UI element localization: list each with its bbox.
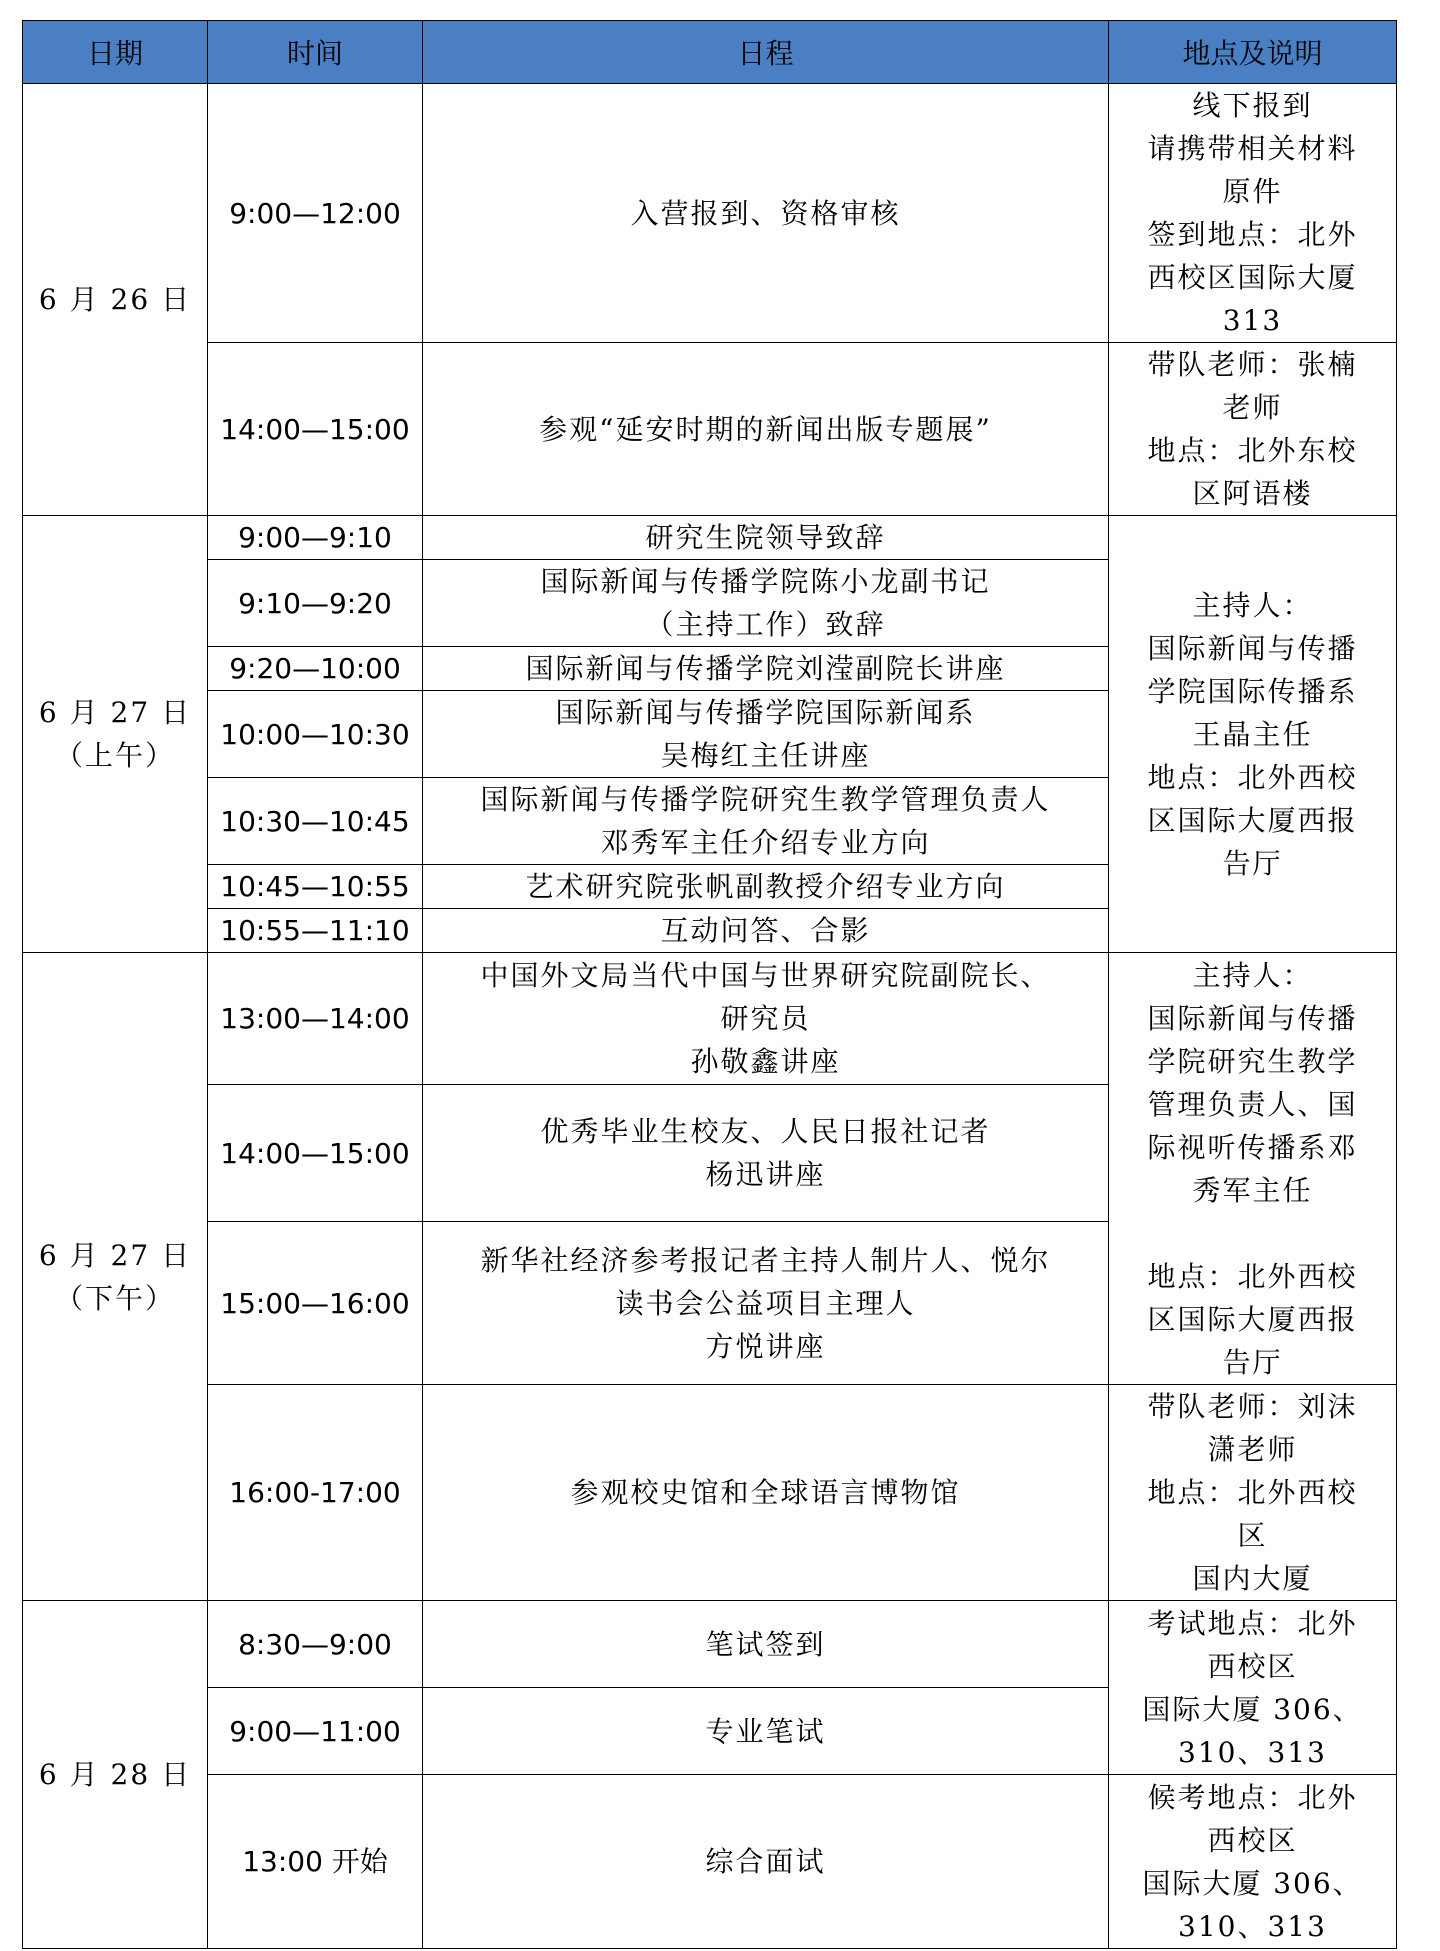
date-line: 6 月 27 日 (38, 696, 192, 729)
schedule-line: 读书会公益项目主理人 (615, 1286, 916, 1320)
location-line: 带队老师：刘沫 (1147, 1390, 1358, 1423)
date-line: （下午） (54, 1281, 175, 1315)
location-line: 学院国际传播系 (1147, 674, 1358, 708)
location-line: 国际新闻与传播 (1147, 631, 1358, 665)
location-line: 地点：北外西校 (1147, 760, 1358, 794)
schedule-line: 国际新闻与传播学院陈小龙副书记 (540, 565, 991, 598)
time-cell: 10:55—11:10 (208, 909, 423, 953)
schedule-cell (423, 1085, 1109, 1222)
time-cell: 8:30—9:00 (208, 1601, 423, 1688)
location-line: 带队老师：张楠 (1147, 348, 1358, 381)
location-line: 区国际大厦西报 (1147, 803, 1358, 837)
date-line: （上午） (54, 739, 175, 772)
schedule-cell (423, 778, 1109, 865)
table-row (23, 84, 1397, 343)
location-line: 管理负责人、国 (1147, 1087, 1358, 1121)
schedule-line: 国际新闻与传播学院刘滢副院长讲座 (525, 652, 1006, 685)
time-cell: 9:00—9:10 (208, 516, 423, 560)
location-line: 际视听传播系邓 (1147, 1130, 1358, 1164)
schedule-cell (423, 1385, 1109, 1601)
schedule-line: 入营报到、资格审核 (630, 196, 901, 230)
schedule-cell (423, 691, 1109, 778)
time-cell: 13:00 开始 (208, 1775, 423, 1949)
schedule-line: 参观校史馆和全球语言博物馆 (570, 1476, 961, 1509)
location-line: 区阿语楼 (1192, 477, 1313, 510)
schedule-line: 优秀毕业生校友、人民日报社记者 (540, 1115, 991, 1148)
location-cell (1109, 1385, 1397, 1601)
date-line: 6 月 27 日 (38, 1238, 192, 1272)
schedule-line: 研究生院领导致辞 (645, 521, 886, 554)
table-row (23, 1775, 1397, 1949)
schedule-cell (423, 953, 1109, 1085)
schedule-cell (423, 1688, 1109, 1775)
location-line: 告厅 (1222, 846, 1283, 880)
location-line: 国际大厦 306、 (1142, 1692, 1363, 1726)
location-line: 国际新闻与传播 (1147, 1001, 1358, 1035)
date-cell (23, 953, 208, 1601)
time-cell: 14:00—15:00 (208, 343, 423, 516)
schedule-line: 孙敬鑫讲座 (690, 1045, 841, 1078)
location-line: 告厅 (1222, 1345, 1283, 1379)
schedule-line: 研究员 (720, 1002, 811, 1035)
location-line: 签到地点：北外 (1147, 218, 1358, 251)
location-line: 老师 (1222, 391, 1283, 424)
schedule-line: 新华社经济参考报记者主持人制片人、悦尔 (480, 1243, 1051, 1277)
schedule-cell (423, 343, 1109, 516)
time-cell: 9:00—11:00 (208, 1688, 423, 1775)
location-line: 西校区 (1207, 1823, 1298, 1857)
schedule-cell (423, 1222, 1109, 1385)
schedule-cell (423, 865, 1109, 909)
location-line: 线下报到 (1192, 89, 1313, 122)
location-line: 秀军主任 (1192, 1173, 1313, 1207)
date-line: 6 月 26 日 (38, 283, 192, 316)
schedule-line: 艺术研究院张帆副教授介绍专业方向 (525, 870, 1006, 903)
location-line: 地点：北外西校 (1147, 1259, 1358, 1293)
schedule-cell (423, 560, 1109, 647)
location-line: 请携带相关材料 (1147, 132, 1358, 165)
location-line: 地点：北外西校 (1147, 1476, 1358, 1509)
time-cell: 16:00-17:00 (208, 1385, 423, 1601)
time-cell: 15:00—16:00 (208, 1222, 423, 1385)
table-row (23, 516, 1397, 560)
date-cell (23, 1601, 208, 1949)
schedule-line: 邓秀军主任介绍专业方向 (600, 826, 931, 859)
time-cell: 10:30—10:45 (208, 778, 423, 865)
location-line: 王晶主任 (1192, 717, 1313, 751)
location-line: 候考地点：北外 (1147, 1780, 1358, 1814)
table-row (23, 1385, 1397, 1601)
location-line: 主持人： (1192, 958, 1313, 992)
schedule-cell (423, 647, 1109, 691)
time-cell: 14:00—15:00 (208, 1085, 423, 1222)
schedule-cell (423, 909, 1109, 953)
location-line: 310、313 (1178, 1909, 1327, 1943)
location-cell (1109, 953, 1397, 1385)
time-cell: 13:00—14:00 (208, 953, 423, 1085)
location-line: 313 (1222, 304, 1283, 337)
schedule-cell (423, 1601, 1109, 1688)
location-line: 学院研究生教学 (1147, 1044, 1358, 1078)
location-line: 西校区国际大厦 (1147, 261, 1358, 294)
time-cell: 9:00—12:00 (208, 84, 423, 343)
schedule-cell (423, 516, 1109, 560)
location-line: 潇老师 (1207, 1433, 1298, 1466)
table-row (23, 1601, 1397, 1688)
schedule-cell (423, 84, 1109, 343)
header-time: 时间 (208, 21, 423, 84)
schedule-line: 国际新闻与传播学院国际新闻系 (555, 696, 976, 729)
schedule-line: （主持工作）致辞 (645, 608, 886, 641)
schedule-line: 综合面试 (705, 1845, 826, 1878)
location-line: 西校区 (1207, 1649, 1298, 1683)
schedule-line: 方悦讲座 (705, 1329, 826, 1363)
location-line: 310、313 (1178, 1735, 1327, 1769)
location-line: 区国际大厦西报 (1147, 1302, 1358, 1336)
schedule-line: 专业笔试 (705, 1714, 826, 1748)
location-line: 考试地点：北外 (1147, 1606, 1358, 1640)
time-cell: 10:00—10:30 (208, 691, 423, 778)
table-row (23, 343, 1397, 516)
time-cell: 9:20—10:00 (208, 647, 423, 691)
schedule-line: 杨迅讲座 (705, 1158, 826, 1191)
header-row (23, 21, 1397, 84)
header-location: 地点及说明 (1109, 21, 1397, 84)
schedule-line: 吴梅红主任讲座 (660, 739, 871, 772)
time-cell: 9:10—9:20 (208, 560, 423, 647)
date-cell (23, 84, 208, 516)
schedule-cell (423, 1775, 1109, 1949)
schedule-line: 国际新闻与传播学院研究生教学管理负责人 (480, 783, 1051, 816)
table-row (23, 953, 1397, 1085)
location-line: 国内大厦 (1192, 1562, 1313, 1595)
schedule-line: 参观“延安时期的新闻出版专题展” (539, 412, 992, 446)
schedule-line: 互动问答、合影 (660, 914, 871, 947)
location-line: 原件 (1222, 175, 1283, 208)
header-date: 日期 (23, 21, 208, 84)
location-cell (1109, 516, 1397, 953)
location-line: 地点：北外东校 (1147, 434, 1358, 467)
location-cell (1109, 343, 1397, 516)
location-cell (1109, 84, 1397, 343)
location-line (1113, 1212, 1392, 1255)
location-cell (1109, 1601, 1397, 1775)
schedule-line: 笔试签到 (705, 1627, 826, 1661)
header-schedule: 日程 (423, 21, 1109, 84)
location-cell (1109, 1775, 1397, 1949)
schedule-line: 中国外文局当代中国与世界研究院副院长、 (480, 959, 1051, 992)
date-line: 6 月 28 日 (38, 1758, 192, 1791)
location-line: 国际大厦 306、 (1142, 1866, 1363, 1900)
date-cell (23, 516, 208, 953)
schedule-table (22, 20, 1397, 1949)
time-cell: 10:45—10:55 (208, 865, 423, 909)
location-line: 区 (1237, 1519, 1268, 1552)
location-line: 主持人： (1192, 588, 1313, 622)
